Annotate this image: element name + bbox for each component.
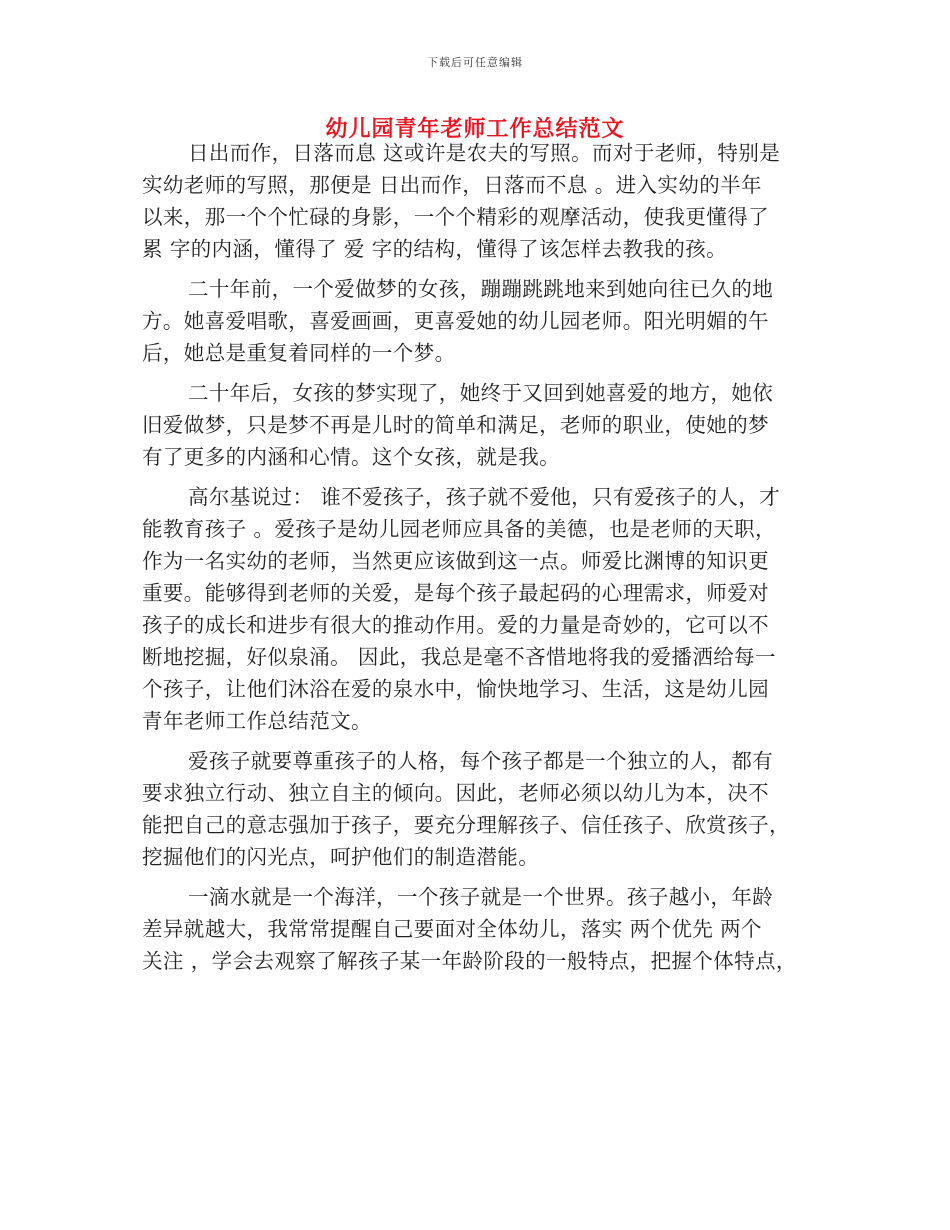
header-note: 下载后可任意编辑 (427, 56, 523, 69)
text-line: 要求独立行动、独立自主的倾向。因此，老师必须以幼儿为本，决不 (142, 781, 769, 805)
text-line: 二十年后，女孩的梦实现了，她终于又回到她喜爱的地方，她依 (188, 381, 774, 405)
text-line: 以来，那一个个忙碌的身影，一个个精彩的观摩活动，使我更懂得了 (142, 205, 769, 229)
page-title: 幼儿园青年老师工作总结范文 (325, 116, 625, 142)
text-line: 累 字的内涵，懂得了 爱 字的结构，懂得了该怎样去教我的孩。 (142, 237, 728, 261)
text-line: 能把自己的意志强加于孩子，要充分理解孩子、信任孩子、欣赏孩子， (142, 813, 790, 837)
text-line: 挖掘他们的闪光点，呵护他们的制造潜能。 (142, 845, 540, 869)
text-line: 关注 ，学会去观察了解孩子某一年龄阶段的一般特点，把握个体特点， (142, 949, 797, 973)
paragraph (142, 273, 810, 369)
text-line: 爱孩子就要尊重孩子的人格，每个孩子都是一个独立的人，都有 (188, 749, 774, 773)
text-line: 差异就越大，我常常提醒自己要面对全体幼儿，落实 两个优先 两个 (142, 917, 762, 941)
text-line: 作为一名实幼的老师，当然更应该做到这一点。师爱比渊博的知识更 (142, 549, 769, 573)
paragraph (142, 881, 810, 977)
document-body (142, 137, 810, 977)
text-line: 方。她喜爱唱歌，喜爱画画，更喜爱她的幼儿园老师。阳光明媚的午 (142, 309, 769, 333)
text-line: 孩子的成长和进步有很大的推动作用。爱的力量是奇妙的，它可以不 (142, 613, 769, 637)
paragraph (142, 137, 810, 265)
text-line: 青年老师工作总结范文。 (142, 709, 372, 733)
paragraph (142, 481, 810, 737)
text-line: 个孩子，让他们沐浴在爱的泉水中，愉快地学习、生活，这是幼儿园 (142, 677, 769, 701)
text-line: 实幼老师的写照，那便是 日出而作，日落而不息 。进入实幼的半年 (142, 173, 762, 197)
text-line: 高尔基说过： 谁不爱孩子，孩子就不爱他，只有爱孩子的人，才 (188, 485, 781, 509)
text-line: 一滴水就是一个海洋，一个孩子就是一个世界。孩子越小，年龄 (188, 885, 774, 909)
text-line: 能教育孩子 。爱孩子是幼儿园老师应具备的美德，也是老师的天职， (142, 517, 776, 541)
text-line: 二十年前，一个爱做梦的女孩，蹦蹦跳跳地来到她向往已久的地 (188, 277, 774, 301)
text-line: 后，她总是重复着同样的一个梦。 (142, 341, 456, 365)
text-line: 重要。能够得到老师的关爱，是每个孩子最起码的心理需求，师爱对 (142, 581, 769, 605)
text-line: 日出而作，日落而息 这或许是农夫的写照。而对于老师，特别是 (188, 141, 781, 165)
text-line: 断地挖掘，好似泉涌。 因此，我总是毫不吝惜地将我的爱播洒给每一 (142, 645, 776, 669)
paragraph (142, 377, 810, 473)
text-line: 有了更多的内涵和心情。这个女孩，就是我。 (142, 445, 560, 469)
text-line: 旧爱做梦，只是梦不再是儿时的简单和满足，老师的职业，使她的梦 (142, 413, 769, 437)
paragraph (142, 745, 810, 873)
